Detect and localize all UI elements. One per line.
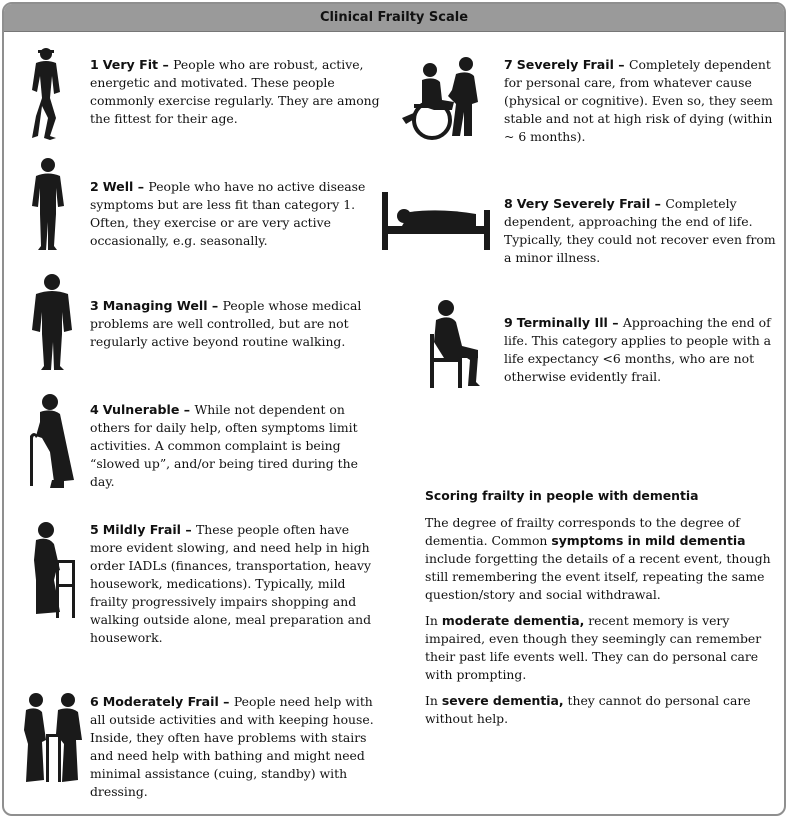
category-dash: – — [179, 402, 195, 417]
category-dash: – — [650, 196, 666, 211]
category-name: Well — [102, 179, 134, 194]
category-number: 2 — [90, 179, 99, 194]
terminally-ill-seated-figure-icon — [424, 298, 486, 392]
category-1-entry — [90, 56, 380, 128]
paragraph-text: In — [425, 693, 442, 708]
category-number: 1 — [90, 57, 99, 72]
paragraph-emphasis: symptoms in mild dementia — [551, 533, 746, 548]
category-9-entry — [504, 314, 776, 386]
dementia-paragraph-severe — [425, 692, 775, 728]
category-name: Moderately Frail — [102, 694, 219, 709]
category-5-entry — [90, 521, 380, 647]
category-number: 3 — [90, 298, 99, 313]
category-8-entry — [504, 195, 776, 267]
category-dash: – — [218, 694, 234, 709]
category-dash: – — [207, 298, 223, 313]
very-fit-figure-icon — [26, 46, 70, 142]
well-figure-icon — [26, 156, 70, 252]
category-number: 6 — [90, 694, 99, 709]
page-title: Clinical Frailty Scale — [4, 4, 784, 32]
category-dash: – — [180, 522, 197, 537]
paragraph-text: In — [425, 613, 442, 628]
paragraph-text: include forgetting the details of a recent event, though still remembering the event itself, repeating the same question/story and social withdrawal. — [425, 551, 771, 602]
severely-frail-wheelchair-icon — [392, 56, 492, 142]
paragraph-text: recent memory is very impaired, even though they seemingly can remember their past life events well. They can do personal care with prompting. — [425, 613, 762, 682]
dementia-section — [425, 487, 775, 728]
category-dash: – — [613, 57, 629, 72]
category-3-entry — [90, 297, 380, 351]
paragraph-emphasis: moderate dementia, — [441, 613, 585, 628]
category-description: People who have no active disease symptoms but are less fit than category 1. Often, they exercise or are very active occasionally, e.g. seasonally. — [90, 179, 366, 248]
category-description: People whose medical problems are well controlled, but are not regularly active beyond routine walking. — [90, 298, 362, 349]
category-name: Very Fit — [102, 57, 159, 72]
category-number: 7 — [504, 57, 513, 72]
paragraph-text: The degree of frailty corresponds to the degree of dementia. Common — [425, 515, 740, 548]
category-description: People who are robust, active, energetic and motivated. These people commonly exercise regularly. They are among the fittest for their age. — [90, 57, 380, 126]
dementia-paragraph-mild — [425, 514, 775, 604]
moderately-frail-figure-with-helper-icon — [20, 690, 86, 786]
category-description: While not dependent on others for daily help, often symptoms limit activities. A common complaint is being “slowed up”, and/or being tired during the day. — [90, 402, 358, 489]
vulnerable-figure-with-cane-icon — [24, 392, 80, 492]
category-name: Managing Well — [102, 298, 208, 313]
category-number: 5 — [90, 522, 99, 537]
very-severely-frail-bed-icon — [380, 186, 492, 252]
dementia-heading: Scoring frailty in people with dementia — [425, 488, 699, 503]
category-name: Very Severely Frail — [516, 196, 651, 211]
category-name: Terminally Ill — [516, 315, 608, 330]
category-number: 4 — [90, 402, 99, 417]
category-dash: – — [158, 57, 174, 72]
category-description: Approaching the end of life. This category applies to people with a life expectancy <6 months, who are not otherwise evidently frail. — [504, 315, 772, 384]
managing-well-figure-icon — [28, 272, 76, 372]
category-number: 8 — [504, 196, 513, 211]
category-dash: – — [607, 315, 623, 330]
category-description: Completely dependent for personal care, from whatever cause (physical or cognitive). Even so, they seem stable and not at high risk of dying (within ~ 6 months). — [504, 57, 773, 144]
dementia-paragraph-moderate — [425, 612, 775, 684]
category-2-entry — [90, 178, 395, 250]
paragraph-text: they cannot do personal care without help. — [425, 693, 751, 726]
category-6-entry — [90, 693, 380, 801]
category-name: Mildly Frail — [102, 522, 181, 537]
category-description: Completely dependent, approaching the end of life. Typically, they could not recover even from a minor illness. — [504, 196, 776, 265]
frailty-scale-card — [2, 2, 786, 816]
category-4-entry — [90, 401, 380, 491]
category-name: Severely Frail — [516, 57, 614, 72]
category-description: These people often have more evident slowing, and need help in high order IADLs (finances, transportation, heavy housework, medications). Typically, mild frailty progressively impairs shopping and walking outside alone, meal preparation and housework. — [90, 522, 372, 645]
mildly-frail-figure-with-walker-icon — [26, 520, 82, 620]
category-7-entry — [504, 56, 776, 146]
category-name: Vulnerable — [102, 402, 180, 417]
paragraph-emphasis: severe dementia, — [441, 693, 564, 708]
category-dash: – — [133, 179, 149, 194]
category-description: People need help with all outside activities and with keeping house. Inside, they often have problems with stairs and need help with bathing and might need minimal assistance (cuing, standby) with dressing. — [90, 694, 374, 799]
category-number: 9 — [504, 315, 513, 330]
